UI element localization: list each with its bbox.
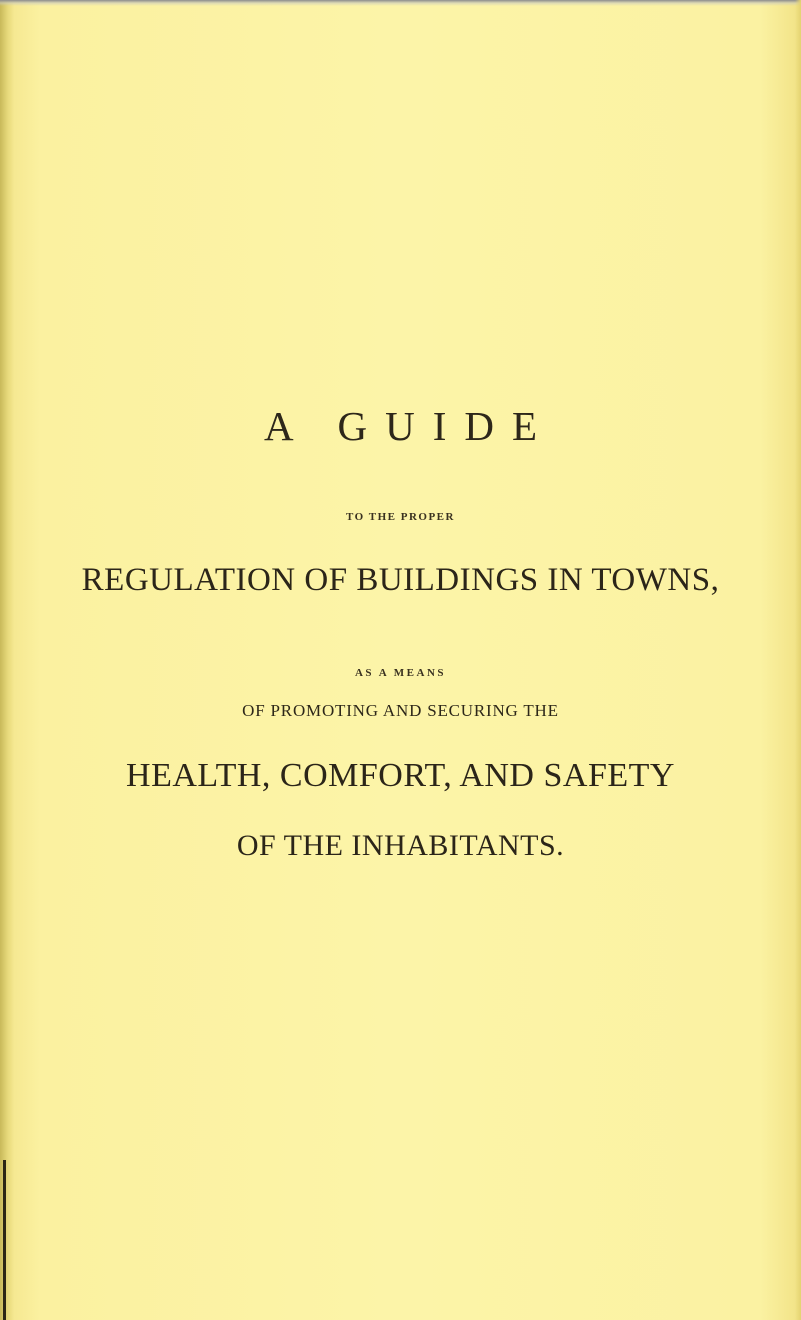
subtitle-health: HEALTH, COMFORT, AND SAFETY xyxy=(126,757,675,794)
page-right-edge xyxy=(795,0,801,1320)
page-top-edge xyxy=(0,0,801,6)
subtitle-as-a-means: AS A MEANS xyxy=(354,667,447,679)
page-edge-mark xyxy=(3,1160,6,1320)
page-binding-shadow xyxy=(0,0,14,1320)
subtitle-to-the-proper: TO THE PROPER xyxy=(346,511,455,523)
subtitle-inhabitants: OF THE INHABITANTS. xyxy=(236,829,565,862)
subtitle-regulation: REGULATION OF BUILDINGS IN TOWNS, xyxy=(81,562,720,598)
page-title: A GUIDE xyxy=(263,403,556,449)
subtitle-promoting: OF PROMOTING AND SECURING THE xyxy=(242,701,559,720)
